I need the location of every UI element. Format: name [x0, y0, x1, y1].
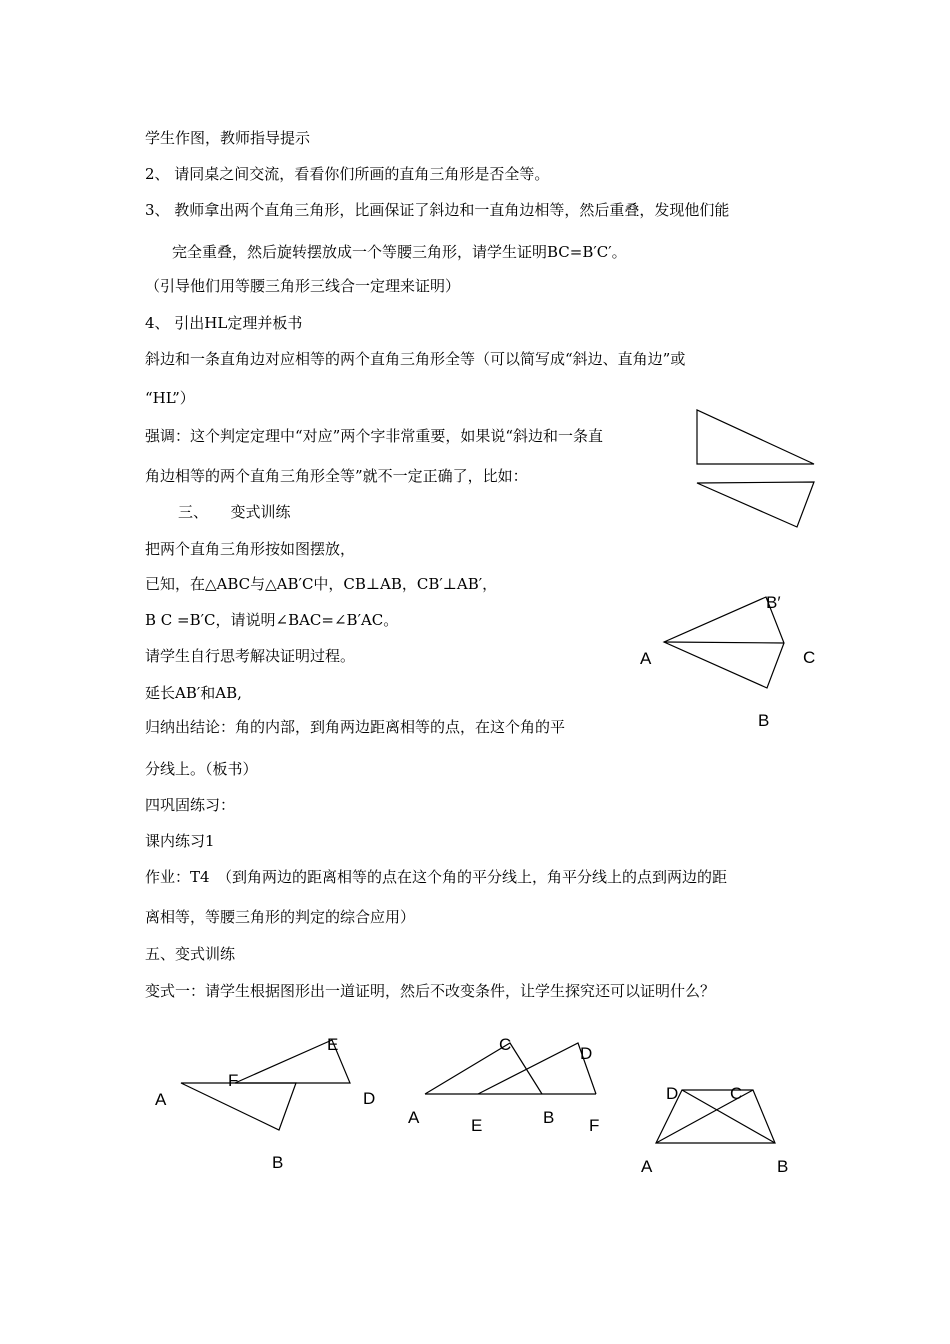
text-line-4: 完全重叠，然后旋转摆放成一个等腰三角形，请学生证明BC=B′C′。	[172, 243, 627, 261]
fig2-label-c: C	[499, 1035, 512, 1054]
text-line-13: 已知，在△ABC与△AB′C中，CB⊥AB，CB′⊥AB′，	[145, 575, 498, 593]
text-line-17: 归纳出结论：角的内部，到角两边距离相等的点，在这个角的平	[145, 718, 566, 736]
fig2-label-a: A	[408, 1108, 420, 1127]
text-line-12: 把两个直角三角形按如图摆放，	[145, 540, 356, 558]
text-line-10: 角边相等的两个直角三角形全等”就不一定正确了，比如：	[145, 467, 528, 485]
kite-label-c: C	[803, 648, 816, 667]
text-line-20: 课内练习1	[145, 832, 215, 850]
text-line-22: 离相等，等腰三角形的判定的综合应用）	[145, 908, 416, 926]
kite-label-b: B	[758, 711, 770, 730]
text-line-14: B C =B′C，请说明∠BAC=∠B′AC。	[145, 611, 399, 629]
text-line-18: 分线上。（板书）	[145, 760, 258, 778]
fig1-label-a: A	[155, 1090, 167, 1109]
fig3-label-d: D	[666, 1084, 679, 1103]
text-line-15: 请学生自行思考解决证明过程。	[145, 647, 356, 665]
kite-label-a: A	[640, 649, 652, 668]
text-line-2: 2、 请同桌之间交流，看看你们所画的直角三角形是否全等。	[145, 165, 550, 183]
fig3-label-c: C	[730, 1084, 743, 1103]
fig3-label-b: B	[777, 1157, 789, 1176]
text-line-16: 延长AB′和AB,	[145, 684, 242, 702]
fig3-label-a: A	[641, 1157, 653, 1176]
fig1-label-e: E	[327, 1035, 339, 1054]
text-line-8: “HL”）	[145, 389, 195, 407]
fig3-diagonal-bd	[682, 1090, 775, 1143]
text-line-9: 强调：这个判定定理中“对应”两个字非常重要，如果说“斜边和一条直	[145, 427, 604, 445]
section-heading-4: 四巩固练习：	[145, 796, 236, 814]
kite-label-b-prime: B′	[766, 593, 781, 612]
fig2-label-e: E	[471, 1116, 483, 1135]
text-line-7: 斜边和一条直角边对应相等的两个直角三角形全等（可以简写成“斜边、直角边”或	[145, 350, 686, 368]
text-line-6: 4、 引出HL定理并板书	[145, 314, 303, 332]
fig2-label-d: D	[580, 1044, 593, 1063]
text-line-5: （引导他们用等腰三角形三线合一定理来证明）	[145, 277, 461, 295]
fig1-label-b: B	[272, 1153, 284, 1172]
fig1-label-f: F	[228, 1071, 239, 1090]
text-line-24: 变式一：请学生根据图形出一道证明，然后不改变条件，让学生探究还可以证明什么？	[145, 982, 716, 1000]
section-heading-5: 五、变式训练	[145, 945, 236, 963]
fig2-label-f: F	[589, 1116, 600, 1135]
section-heading-3: 三、 变式训练	[178, 503, 291, 521]
text-line-3: 3、 教师拿出两个直角三角形，比画保证了斜边和一直角边相等，然后重叠，发现他们能	[145, 201, 730, 219]
fig1-label-d: D	[363, 1089, 376, 1108]
fig2-label-b: B	[543, 1108, 555, 1127]
text-line-1: 学生作图，教师指导提示	[145, 129, 311, 147]
text-line-21: 作业：T4 （到角两边的距离相等的点在这个角的平分线上，角平分线上的点到两边的距	[145, 868, 728, 886]
